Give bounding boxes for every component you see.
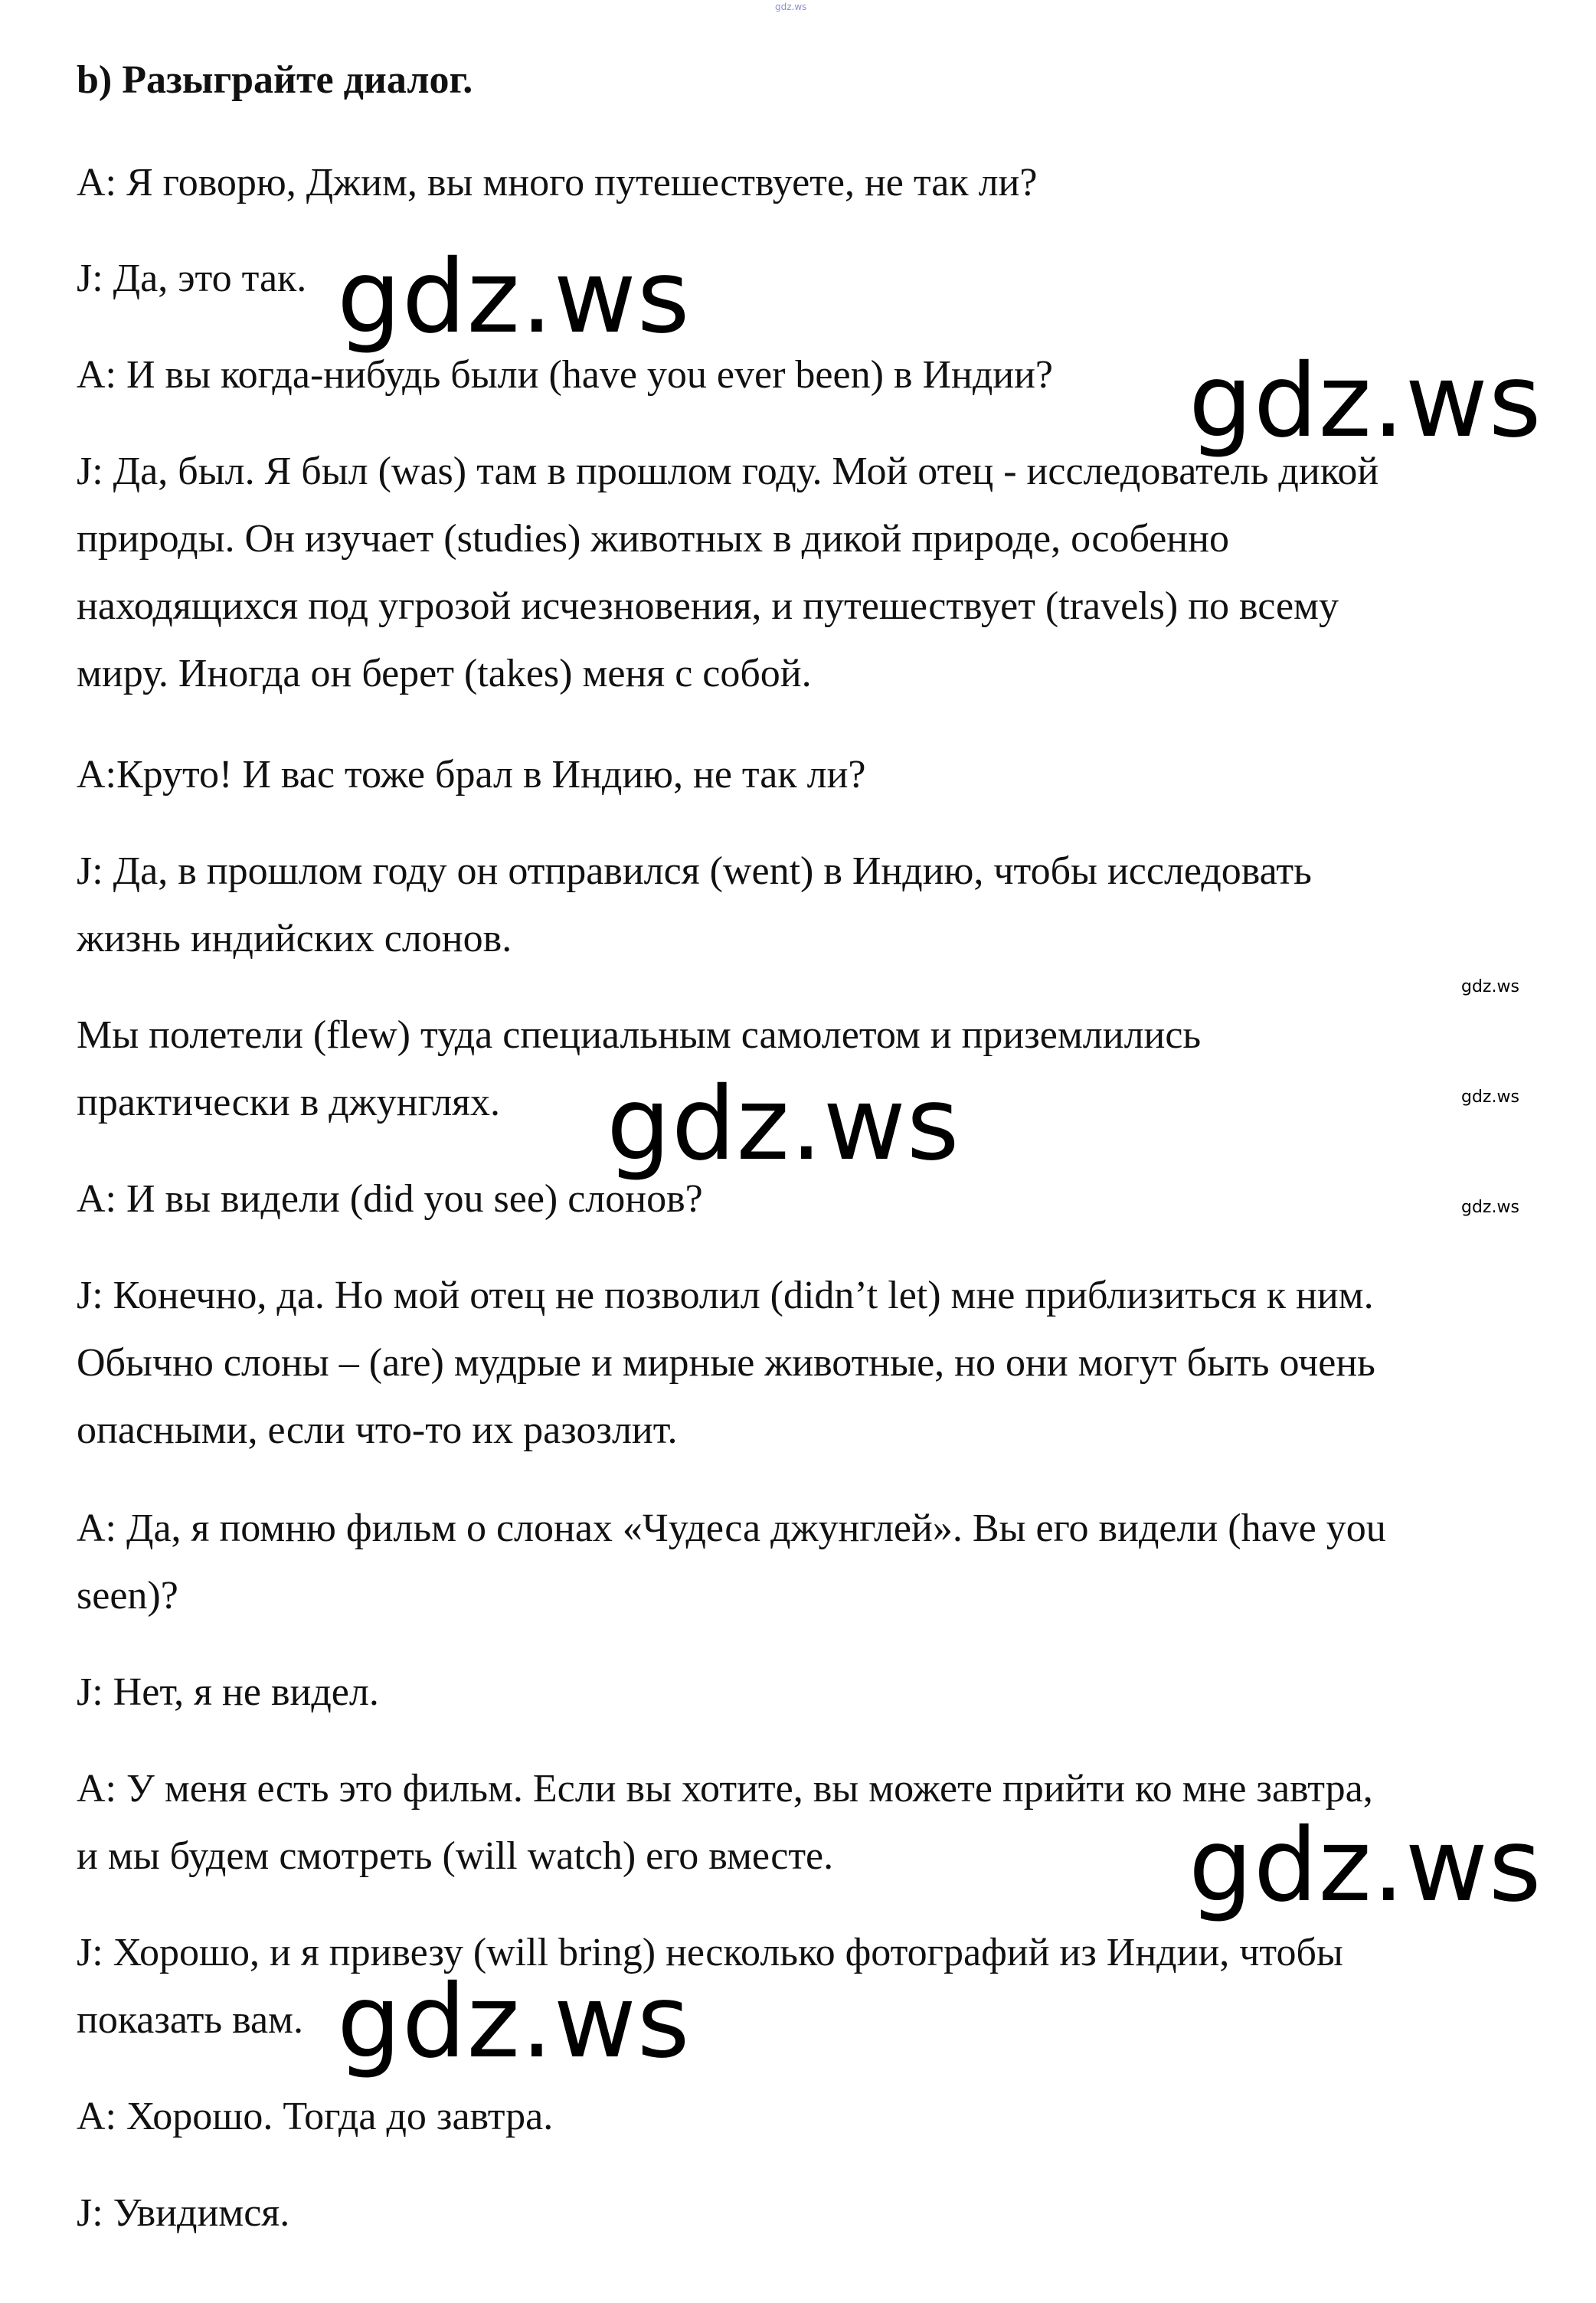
dialogue-line: J: Да, был. Я был (was) там в прошлом году. Мой отец - исследователь дикой природы. Он изучает (studies) животных в дикой природе, особенно находящихся под угрозой исчезновения, и путешествует (travels) по всему миру. Иногда он берет (takes) меня с собой. [77, 450, 1379, 695]
dialogue-line: J: Да, в прошлом году он отправился (went) в Индию, чтобы исследовать жизнь индийских слонов. [77, 849, 1312, 960]
watermark-small: gdz.ws [1461, 1198, 1519, 1217]
dialogue-line: A: И вы когда-нибудь были (have you ever been) в Индии? [77, 353, 1054, 397]
dialogue-line: J: Увидимся. [77, 2191, 290, 2235]
watermark-small: gdz.ws [1461, 977, 1519, 996]
dialogue-line: J: Конечно, да. Но мой отец не позволил (didn’t let) мне приблизиться к ним. Обычно слоны – (are) мудрые и мирные животные, но они могут быть очень опасными, если что-то их разозлит. [77, 1274, 1375, 1452]
watermark: gdz.ws [337, 1963, 691, 2081]
dialogue-line: A: Я говорю, Джим, вы много путешествуете, не так ли? [77, 161, 1038, 204]
watermark: gdz.ws [607, 1065, 960, 1183]
dialogue-line: J: Нет, я не видел. [77, 1670, 379, 1714]
dialogue-line: A: Хорошо. Тогда до завтра. [77, 2095, 554, 2138]
exercise-heading: b) Разыграйте диалог. [77, 58, 473, 102]
dialogue-line: A:Круто! И вас тоже брал в Индию, не так ли? [77, 753, 866, 797]
dialogue-line: J: Да, это так. [77, 257, 307, 300]
dialogue-line: Мы полетели (flew) туда специальным самолетом и приземлились практически в джунглях. [77, 1013, 1202, 1124]
dialogue-line: J: Хорошо, и я привезу (will bring) несколько фотографий из Индии, чтобы показать вам. [77, 1931, 1343, 2042]
dialogue-line: A: Да, я помню фильм о слонах «Чудеса джунглей». Вы его видели (have you seen)? [77, 1506, 1386, 1618]
watermark: gdz.ws [1189, 342, 1542, 460]
watermark: gdz.ws [337, 238, 691, 356]
watermark: gdz.ws [1189, 1807, 1542, 1925]
header-watermark: gdz.ws [775, 2, 807, 12]
watermark-small: gdz.ws [1461, 1088, 1519, 1107]
dialogue-line: A: У меня есть это фильм. Если вы хотите, вы можете прийти ко мне завтра, и мы будем смотреть (will watch) его вместе. [77, 1767, 1373, 1878]
dialogue-line: A: И вы видели (did you see) слонов? [77, 1177, 703, 1221]
